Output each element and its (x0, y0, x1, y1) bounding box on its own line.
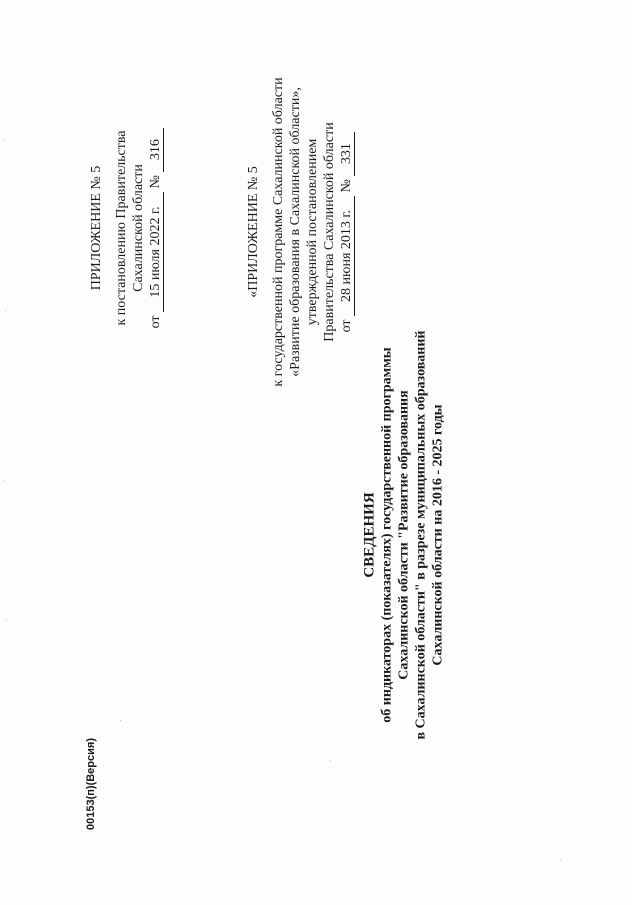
appendix-original-number: 331 (339, 132, 355, 176)
appendix-original-block (245, 72, 355, 392)
appendix-original-title: «ПРИЛОЖЕНИЕ № 5 (246, 166, 261, 298)
document-code-stamp: 00153(п)(Версия) (85, 738, 97, 830)
appendix-current-date: 15 июля 2022 г. (148, 192, 164, 312)
scan-speck (560, 860, 561, 861)
document-heading-title: СВЕДЕНИЯ (361, 492, 378, 578)
scan-speck (4, 480, 5, 481)
scan-speck (6, 620, 7, 621)
scan-speck (120, 720, 121, 721)
appendix-current-title: ПРИЛОЖЕНИЕ № 5 (89, 165, 104, 291)
document-heading-line2: Сахалинской области "Развитие образования (396, 390, 412, 680)
appendix-original-date: 28 июня 2013 г. (339, 196, 355, 316)
document-heading-line3: в Сахалинской области" в разрезе муниципальных образований (413, 330, 429, 740)
appendix-original-from-label: от (339, 319, 354, 333)
appendix-current-number-label: № (148, 175, 163, 189)
document-heading-block (362, 285, 447, 785)
appendix-original-date-row (338, 72, 355, 392)
scan-speck (3, 140, 4, 141)
document-heading-line1: об индикаторах (показателях) государственной программы (379, 347, 395, 723)
appendix-current-from-label: от (148, 315, 163, 329)
document-heading-line4: Сахалинской области на 2016 - 2025 годы (430, 404, 446, 666)
appendix-current-date-row (147, 108, 164, 348)
appendix-original-line3: утвержденной постановлением (305, 138, 320, 326)
appendix-original-line1: к государственной программе Сахалинской области (271, 77, 286, 387)
appendix-current-line1: к постановлению Правительства (114, 130, 129, 326)
appendix-current-line2: Сахалинской области (131, 164, 146, 292)
appendix-original-line4: Правительства Сахалинской области (322, 122, 337, 342)
appendix-original-line2: «Развитие образования в Сахалинской области», (288, 87, 303, 377)
appendix-current-number: 316 (148, 128, 164, 172)
appendix-current-block (88, 108, 164, 348)
scan-speck (5, 310, 6, 311)
scan-speck (330, 760, 331, 761)
appendix-original-number-label: № (339, 179, 354, 193)
